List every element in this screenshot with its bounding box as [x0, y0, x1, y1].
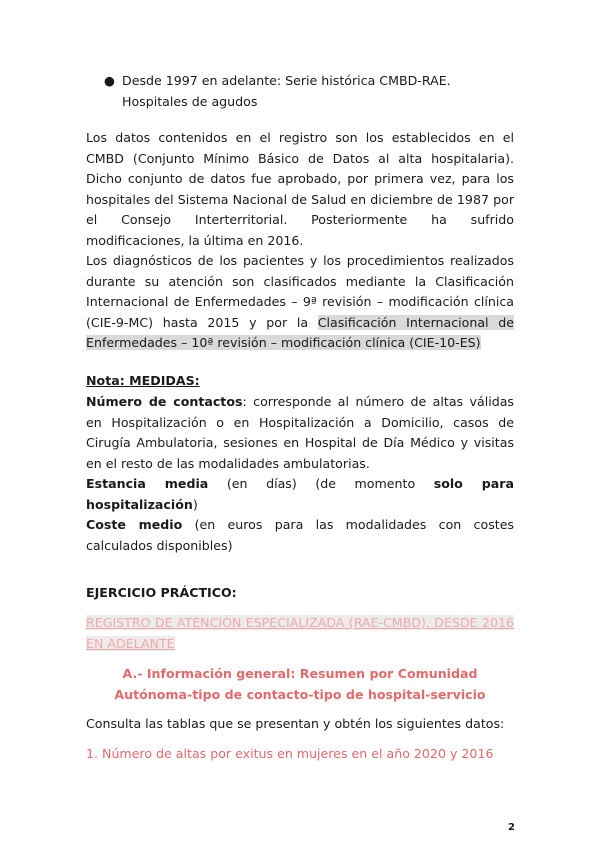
diagnosticos-highlight: Clasificación Internacional de Enfermedades – 10ª revisión – modificación clínica (CIE-10-ES)	[86, 314, 514, 350]
coste-paragraph	[86, 515, 514, 556]
diagnosticos-paragraph	[86, 251, 514, 354]
bullet-item	[104, 71, 514, 112]
contactos-text: : corresponde al número de altas válidas en Hospitalización o en Hospitalización a Domicilio, casos de Cirugía Ambulatoria, sesiones en Hospital de Día Médico y visitas en el resto de las modalidades ambulatorias.	[86, 394, 514, 471]
pregunta-1-text: 1. Número de altas por exitus en mujeres en el año 2020 y 2016	[86, 746, 494, 761]
instruccion-text: Consulta las tablas que se presentan y obtén los siguientes datos:	[86, 716, 505, 731]
section-a-text: A.- Información general: Resumen por Comunidad Autónoma-tipo de contacto-tipo de hospital-servicio	[114, 666, 486, 702]
registro-paragraph	[86, 128, 514, 251]
bullet-line-2: Hospitales de agudos	[122, 93, 258, 109]
instruccion-paragraph	[86, 714, 514, 735]
bullet-dot-icon: ●	[104, 73, 115, 88]
contactos-label: Número de contactos	[86, 394, 243, 409]
ejercicio-heading: EJERCICIO PRÁCTICO:	[86, 585, 237, 600]
page-number: 2	[508, 822, 515, 833]
bullet-text	[122, 71, 514, 112]
registro-link-block[interactable]	[86, 613, 514, 654]
contactos-paragraph	[86, 392, 514, 474]
coste-label: Coste medio	[86, 517, 183, 532]
bullet-line-1: Desde 1997 en adelante: Serie histórica CMBD-RAE.	[122, 73, 451, 88]
medidas-title	[86, 371, 514, 392]
estancia-paragraph	[86, 474, 514, 515]
medidas-heading: Nota: MEDIDAS:	[86, 373, 200, 388]
estancia-close: )	[192, 496, 198, 512]
registro-link[interactable]: REGISTRO DE ATENCIÓN ESPECIALIZADA (RAE-CMBD). DESDE 2016 EN ADELANTE	[86, 615, 514, 651]
section-a-heading	[86, 664, 514, 705]
ejercicio-title	[86, 583, 514, 604]
registro-text: Los datos contenidos en el registro son los establecidos en el CMBD (Conjunto Mínimo Básico de Datos al alta hospitalaria). Dicho conjunto de datos fue aprobado, por primera vez, para los hospitales del Sistema Nacional de Salud en diciembre de 1987 por el Consejo Interterritorial. Posteriormente ha sufrido modificaciones, la última en 2016.	[86, 130, 514, 248]
estancia-label: Estancia media	[86, 476, 209, 491]
diagnosticos-text: Los diagnósticos de los pacientes y los procedimientos realizados durante su atención son clasificados mediante la Clasificación Internacional de Enfermedades – 9ª revisión – modificación clínica (CIE-9-MC) hasta 2015 y por la	[86, 253, 514, 330]
estancia-bold: solo para hospitalización	[86, 476, 514, 512]
estancia-text: (en días) (de momento	[208, 476, 434, 491]
coste-text: (en euros para las modalidades con costes calculados disponibles)	[86, 517, 514, 553]
pregunta-1	[86, 744, 514, 765]
